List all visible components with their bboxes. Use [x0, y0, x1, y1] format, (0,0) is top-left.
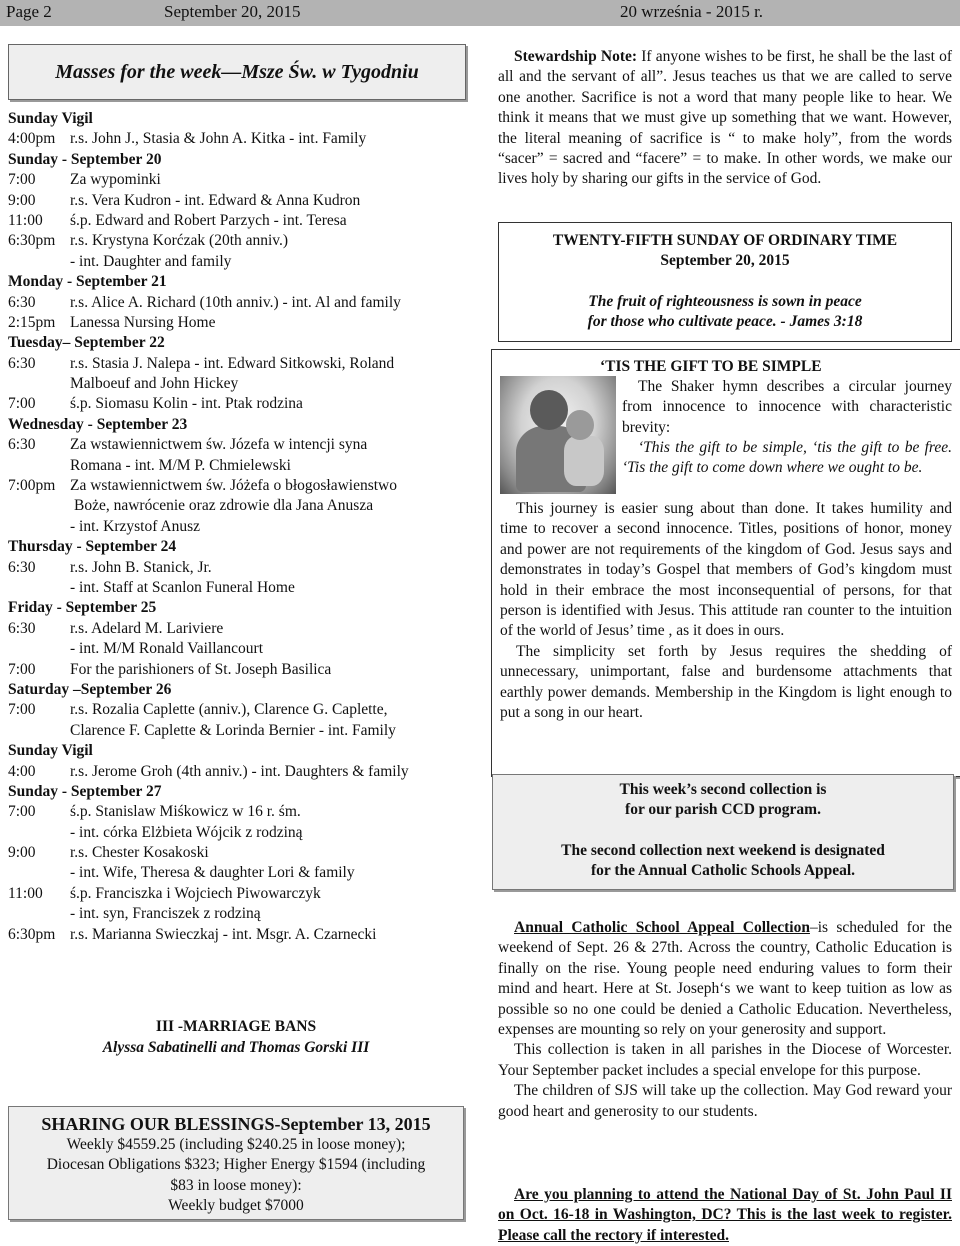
mass-time: 11:00: [8, 884, 43, 902]
mass-time: 6:30: [8, 558, 36, 576]
schedule-mass-row: [8, 660, 470, 680]
schedule-mass-row: [8, 925, 470, 945]
mass-intention: Za wstawiennictwem św. Jóżefa o błogosławienstwo: [70, 477, 397, 495]
mass-intention: r.s. Marianna Swieczkaj - int. Msgr. A. Czarnecki: [70, 925, 377, 943]
mass-schedule: [8, 109, 470, 945]
page-header: [0, 0, 960, 26]
mass-intention: Za wypominki: [70, 171, 161, 189]
mass-intention: Lanessa Nursing Home: [70, 313, 216, 331]
schedule-day-heading: Saturday –September 26: [8, 680, 172, 698]
mass-time: 7:00: [8, 171, 36, 189]
header-date-en: September 20, 2015: [164, 2, 301, 21]
mass-time: 7:00pm: [8, 477, 56, 495]
mass-intention: Za wstawiennictwem św. Józefa w intencji syna: [70, 436, 368, 454]
schedule-continuation: - int. Krzystof Anusz: [70, 517, 201, 535]
mass-intention: r.s. Rozalia Caplette (anniv.), Clarence G. Caplette,: [70, 701, 388, 719]
schedule-mass-row: [8, 843, 470, 863]
schedule-continuation: - int. Staff at Scanlon Funeral Home: [70, 578, 295, 596]
mass-time: 6:30: [8, 293, 36, 311]
schedule-mass-row: [8, 313, 470, 333]
mass-time: 9:00: [8, 844, 36, 862]
mass-intention: ś.p. Stanislaw Miśkowicz w 16 r. śm.: [70, 803, 301, 821]
mass-time: 11:00: [8, 211, 43, 229]
schedule-day-heading: Sunday Vigil: [8, 110, 93, 127]
mass-time: 6:30pm: [8, 925, 56, 943]
mass-time: 2:15pm: [8, 313, 56, 331]
sunday-title: TWENTY-FIFTH SUNDAY OF ORDINARY TIME: [552, 232, 898, 249]
schedule-day-heading: Tuesday– September 22: [8, 334, 165, 352]
blessings-title: SHARING OUR BLESSINGS-September 13, 2015: [41, 1114, 431, 1134]
schedule-continuation: Malboeuf and John Hickey: [70, 375, 239, 393]
schedule-continuation: - int. Wife, Theresa & daughter Lori & family: [70, 864, 355, 882]
second-collection-box: [492, 774, 954, 890]
mass-intention: r.s. Stasia J. Nalepa - int. Edward Sitkowski, Roland: [70, 354, 395, 372]
mass-time: 7:00: [8, 803, 36, 821]
blessings-line: Diocesan Obligations $323; Higher Energy $1594 (including: [46, 1156, 426, 1174]
schedule-mass-row: [8, 170, 470, 190]
sunday-box: [498, 222, 952, 342]
schedule-mass-row: [8, 884, 470, 904]
stewardship-note: [498, 47, 952, 190]
schedule-continuation: - int. syn, Franciszek z rodziną: [70, 905, 261, 923]
mass-intention: r.s. Alice A. Richard (10th anniv.) - int. Al and family: [70, 293, 401, 311]
stewardship-label: Stewardship Note:: [514, 48, 638, 65]
national-day-notice: [498, 1185, 952, 1246]
masses-title-box: [8, 44, 466, 100]
schedule-continuation: - int. córka Elżbieta Wójcik z rodziną: [70, 823, 303, 841]
gift-paragraph-1: The Shaker hymn describes a circular journey from innocence to innocence with characteristic brevity:: [622, 378, 952, 436]
mass-time: 6:30: [8, 436, 36, 454]
mass-intention: For the parishioners of St. Joseph Basilica: [70, 660, 332, 678]
schedule-continuation: Romana - int. M/M P. Chmielewski: [70, 456, 291, 474]
schedule-day-heading: Monday - September 21: [8, 273, 167, 291]
mass-intention: r.s. John J., Stasia & John A. Kitka - int. Family: [70, 130, 367, 148]
schedule-mass-row: [8, 231, 470, 251]
marriage-banns: [8, 1016, 464, 1058]
schedule-mass-row: [8, 191, 470, 211]
mass-time: 6:30pm: [8, 232, 56, 250]
schedule-mass-row: [8, 293, 470, 313]
mass-intention: ś.p. Franciszka i Wojciech Piwowarczyk: [70, 884, 321, 902]
stewardship-text: If anyone wishes to be first, he shall be the last of all and the servant of all”. Jesus teaches us that we are called to serve one another. Sacrifice is not a word that many people like to hear. We think it means that we must give up something that we want. However, the literal meaning of sacrifice is “ to make holy”, from the words “sacer” = sacred and “facere” = to make. In other words, we make our lives holy by sharing our gifts in the service of God.: [498, 48, 952, 188]
blessings-line: $83 in loose money):: [170, 1176, 302, 1194]
schedule-mass-row: [8, 700, 470, 720]
schedule-day-heading: Wednesday - September 23: [8, 415, 188, 433]
collection-line-1: This week’s second collection is: [619, 781, 827, 798]
schedule-mass-row: [8, 762, 470, 782]
mass-time: 6:30: [8, 354, 36, 372]
gift-paragraph-4: The simplicity set forth by Jesus requires the shedding of unnecessary, unimportant, false and burdensome attachments that earthly power demands. Membership in the Kingdom is light enough to put a song in our heart.: [500, 642, 952, 722]
gift-simple-box: [491, 349, 960, 777]
schedule-day-heading: Sunday Vigil: [8, 742, 93, 760]
sunday-quote-1: The fruit of righteousness is sown in peace: [588, 292, 862, 310]
mass-intention: r.s. Jerome Groh (4th anniv.) - int. Daughters & family: [70, 762, 409, 780]
schedule-continuation: Boże, nawrócenie oraz zdrowie dla Jana Anusza: [74, 497, 374, 515]
gift-body: [500, 499, 952, 723]
schedule-mass-row: [8, 435, 470, 455]
schedule-mass-row: [8, 476, 470, 496]
mass-time: 7:00: [8, 701, 36, 719]
mass-time: 7:00: [8, 395, 36, 413]
mass-intention: r.s. Adelard M. Lariviere: [70, 619, 224, 637]
mass-time: 7:00: [8, 660, 36, 678]
collection-line-4: for the Annual Catholic Schools Appeal.: [590, 862, 856, 880]
mass-intention: r.s. Vera Kudron - int. Edward & Anna Kudron: [70, 191, 361, 209]
schedule-mass-row: [8, 354, 470, 374]
national-day-text: Are you planning to attend the National Day of St. John Paul II on Oct. 16-18 in Washington, DC? This is the last week to register. Please call the rectory if interested.: [498, 1186, 952, 1244]
masses-title: Masses for the week—Msze Św. w Tygodniu: [55, 61, 419, 83]
mass-time: 4:00pm: [8, 130, 56, 148]
blessings-line: Weekly $4559.25 (including $240.25 in loose money);: [66, 1136, 406, 1153]
schedule-mass-row: [8, 619, 470, 639]
mass-intention: ś.p. Siomasu Kolin - int. Ptak rodzina: [70, 395, 303, 413]
mass-intention: r.s. Chester Kosakoski: [70, 844, 209, 862]
appeal-text-3: The children of SJS will take up the collection. May God reward your good heart and generosity to our students.: [498, 1082, 952, 1120]
page-number: Page 2: [6, 2, 52, 21]
sunday-date: September 20, 2015: [660, 252, 790, 270]
sharing-blessings-box: [8, 1106, 464, 1220]
collection-line-3: The second collection next weekend is designated: [561, 841, 885, 859]
appeal-heading: Annual Catholic School Appeal Collection: [514, 919, 810, 936]
schedule-continuation: - int. M/M Ronald Vaillancourt: [70, 640, 264, 658]
schedule-mass-row: [8, 394, 470, 414]
blessings-line: Weekly budget $7000: [168, 1197, 304, 1215]
banns-names: Alyssa Sabatinelli and Thomas Gorski III: [102, 1039, 370, 1056]
mass-intention: r.s. John B. Stanick, Jr.: [70, 558, 212, 576]
header-date-pl: 20 września - 2015 r.: [620, 2, 764, 21]
appeal-text-1: –is scheduled for the weekend of Sept. 26 & 27th. Across the country, Catholic Education is finally on the rise. Young people need enduring values to form their mind and heart. Here at St. Joseph‘s we want to keep tuition as low as possible so no one could be denied a Catholic Education. Nevertheless, expenses are mounting so rely on your generosity and support.: [498, 919, 952, 1039]
sunday-quote-2: for those who cultivate peace. - James 3:18: [587, 313, 863, 331]
mass-time: 9:00: [8, 191, 36, 209]
gift-hymn-quote: ‘This the gift to be simple, ‘tis the gift to be free. ‘Tis the gift to come down where we ought to be.: [622, 439, 952, 477]
mass-time: 6:30: [8, 619, 36, 637]
collection-line-2: for our parish CCD program.: [625, 801, 821, 819]
schedule-day-heading: Sunday - September 27: [8, 782, 162, 800]
banns-title: III -MARRIAGE BANS: [155, 1018, 317, 1035]
schedule-continuation: Clarence F. Caplette & Lorinda Bernier - int. Family: [70, 721, 396, 739]
schedule-mass-row: [8, 211, 470, 231]
appeal-text-2: This collection is taken in all parishes in the Diocese of Worcester. Your September packet includes a special envelope for this purpose.: [498, 1041, 952, 1079]
mass-time: 4:00: [8, 762, 36, 780]
gift-title: ‘TIS THE GIFT TO BE SIMPLE: [600, 358, 822, 375]
schedule-day-heading: Thursday - September 24: [8, 538, 177, 556]
schedule-continuation: - int. Daughter and family: [70, 252, 232, 270]
school-appeal: [498, 918, 952, 1122]
mass-intention: r.s. Krystyna Korćzak (20th anniv.): [70, 232, 289, 250]
schedule-day-heading: Friday - September 25: [8, 599, 157, 617]
mass-intention: ś.p. Edward and Robert Parzych - int. Teresa: [70, 211, 347, 229]
schedule-mass-row: [8, 558, 470, 578]
schedule-mass-row: [8, 129, 470, 149]
jesus-child-image: [500, 376, 616, 494]
schedule-day-heading: Sunday - September 20: [8, 150, 162, 168]
gift-paragraph-3: This journey is easier sung about than done. It takes humility and time to recover a second innocence. Titles, positions of honor, money and power are not requirements of the kingdom of God. Jesus says and demonstrates in today’s Gospel that members of God’s kingdom must hold in their embrace the most inconsequential of persons, for that person is identified with Jesus. This attitude ran counter to the intuition of the world of Jesus’ time , as it does in ours.: [500, 500, 952, 640]
schedule-mass-row: [8, 802, 470, 822]
